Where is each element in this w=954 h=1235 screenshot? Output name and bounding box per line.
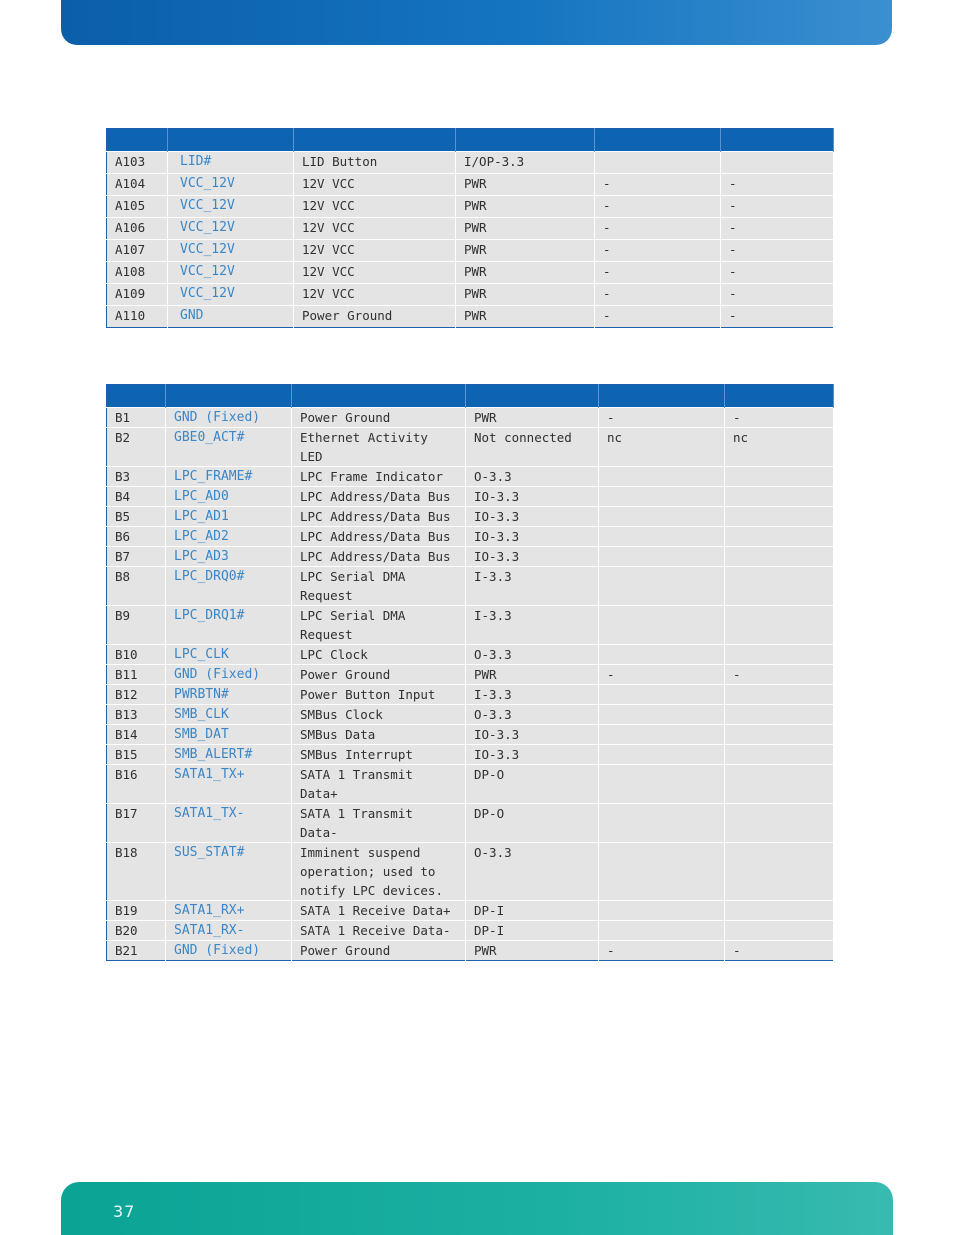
header-cell — [466, 385, 599, 408]
table-row — [107, 745, 834, 765]
pin-cell: B19 — [107, 901, 166, 921]
comment-cell — [721, 152, 834, 174]
signal-cell: LPC_DRQ0# — [166, 567, 292, 606]
signal-cell: VCC_12V — [168, 262, 294, 284]
pin-cell: B4 — [107, 487, 166, 507]
signal-cell: SATA1_RX- — [166, 921, 292, 941]
pin-cell: B18 — [107, 843, 166, 901]
table-row — [107, 941, 834, 961]
pin-cell: B11 — [107, 665, 166, 685]
description-cell: LPC Address/Data Bus — [292, 547, 466, 567]
pin-cell: B21 — [107, 941, 166, 961]
pu-pd-cell — [599, 745, 725, 765]
signal-cell: SUS_STAT# — [166, 843, 292, 901]
comment-cell: - — [721, 262, 834, 284]
signal-cell: VCC_12V — [168, 174, 294, 196]
table-row — [107, 467, 834, 487]
description-cell: Power Ground — [292, 665, 466, 685]
comment-cell: - — [721, 196, 834, 218]
type-cell: Not connected — [466, 428, 599, 467]
type-cell: I-3.3 — [466, 606, 599, 645]
header-cell — [456, 129, 595, 152]
table-row — [107, 306, 834, 328]
type-cell: PWR — [456, 306, 595, 328]
pin-cell: A107 — [107, 240, 168, 262]
header-cell — [294, 129, 456, 152]
signal-cell: GND (Fixed) — [166, 665, 292, 685]
table-row — [107, 196, 834, 218]
pin-cell: A108 — [107, 262, 168, 284]
description-cell: Ethernet Activity LED — [292, 428, 466, 467]
pin-cell: A105 — [107, 196, 168, 218]
type-cell: I/OP-3.3 — [456, 152, 595, 174]
description-cell: Power Ground — [292, 408, 466, 428]
description-cell: LPC Address/Data Bus — [292, 487, 466, 507]
table-row — [107, 174, 834, 196]
type-cell: DP-I — [466, 901, 599, 921]
type-cell: O-3.3 — [466, 467, 599, 487]
table-row — [107, 606, 834, 645]
signal-cell: LPC_AD2 — [166, 527, 292, 547]
pin-cell: B12 — [107, 685, 166, 705]
signal-cell: GBE0_ACT# — [166, 428, 292, 467]
pin-cell: B14 — [107, 725, 166, 745]
description-cell: LPC Address/Data Bus — [292, 507, 466, 527]
comment-cell — [725, 606, 834, 645]
description-cell: Imminent suspend operation; used to notify LPC devices. — [292, 843, 466, 901]
type-cell: O-3.3 — [466, 645, 599, 665]
signal-cell: LPC_AD3 — [166, 547, 292, 567]
description-cell: 12V VCC — [294, 240, 456, 262]
pu-pd-cell — [599, 507, 725, 527]
signal-cell: LPC_CLK — [166, 645, 292, 665]
pin-cell: B8 — [107, 567, 166, 606]
header-cell — [725, 385, 834, 408]
table-row — [107, 547, 834, 567]
type-cell: PWR — [466, 665, 599, 685]
table-row — [107, 240, 834, 262]
type-cell: PWR — [456, 174, 595, 196]
pu-pd-cell — [599, 567, 725, 606]
description-cell: 12V VCC — [294, 196, 456, 218]
description-cell: 12V VCC — [294, 218, 456, 240]
signal-cell: SATA1_TX- — [166, 804, 292, 843]
description-cell: 12V VCC — [294, 284, 456, 306]
pin-cell: B15 — [107, 745, 166, 765]
pin-cell: B10 — [107, 645, 166, 665]
comment-cell: - — [721, 284, 834, 306]
comment-cell — [725, 567, 834, 606]
description-cell: LPC Serial DMA Request — [292, 567, 466, 606]
pu-pd-cell: - — [595, 174, 721, 196]
table-row — [107, 152, 834, 174]
pu-pd-cell — [599, 467, 725, 487]
table-row — [107, 428, 834, 467]
pin-table-b-body — [107, 408, 834, 961]
type-cell: I-3.3 — [466, 567, 599, 606]
pin-cell: B9 — [107, 606, 166, 645]
table-row — [107, 765, 834, 804]
header-cell — [599, 385, 725, 408]
comment-cell — [725, 645, 834, 665]
pu-pd-cell — [599, 606, 725, 645]
header-cell — [292, 385, 466, 408]
table-row — [107, 408, 834, 428]
comment-cell — [725, 921, 834, 941]
header-cell — [107, 385, 166, 408]
description-cell: Power Ground — [292, 941, 466, 961]
signal-cell: SMB_CLK — [166, 705, 292, 725]
pin-table-b — [106, 384, 834, 961]
pu-pd-cell: - — [595, 218, 721, 240]
table-row — [107, 804, 834, 843]
description-cell: SMBus Clock — [292, 705, 466, 725]
header-cell — [107, 129, 168, 152]
comment-cell — [725, 487, 834, 507]
table-row — [107, 665, 834, 685]
signal-cell: SATA1_RX+ — [166, 901, 292, 921]
pu-pd-cell — [599, 685, 725, 705]
pu-pd-cell: nc — [599, 428, 725, 467]
comment-cell — [725, 901, 834, 921]
comment-cell: - — [721, 240, 834, 262]
pin-cell: A103 — [107, 152, 168, 174]
table-row — [107, 527, 834, 547]
pin-cell: B16 — [107, 765, 166, 804]
pu-pd-cell: - — [595, 196, 721, 218]
description-cell: LPC Clock — [292, 645, 466, 665]
table-row — [107, 685, 834, 705]
table-header-row — [107, 129, 834, 152]
pu-pd-cell: - — [599, 941, 725, 961]
pin-cell: A110 — [107, 306, 168, 328]
table-header-row — [107, 385, 834, 408]
pu-pd-cell: - — [595, 306, 721, 328]
type-cell: DP-I — [466, 921, 599, 941]
type-cell: DP-O — [466, 804, 599, 843]
description-cell: LPC Address/Data Bus — [292, 527, 466, 547]
header-cell — [721, 129, 834, 152]
pin-cell: B7 — [107, 547, 166, 567]
pin-cell: B3 — [107, 467, 166, 487]
table-row — [107, 645, 834, 665]
pin-cell: B1 — [107, 408, 166, 428]
pu-pd-cell — [599, 804, 725, 843]
type-cell: DP-O — [466, 765, 599, 804]
table-row — [107, 705, 834, 725]
pu-pd-cell: - — [599, 408, 725, 428]
pin-cell: B17 — [107, 804, 166, 843]
type-cell: PWR — [456, 196, 595, 218]
comment-cell — [725, 467, 834, 487]
description-cell: SATA 1 Transmit Data+ — [292, 765, 466, 804]
pu-pd-cell: - — [595, 284, 721, 306]
signal-cell: VCC_12V — [168, 196, 294, 218]
signal-cell: GND (Fixed) — [166, 408, 292, 428]
pu-pd-cell — [595, 152, 721, 174]
page-number: 37 — [113, 1202, 136, 1221]
signal-cell: VCC_12V — [168, 218, 294, 240]
pin-cell: B13 — [107, 705, 166, 725]
table-row — [107, 284, 834, 306]
comment-cell — [725, 527, 834, 547]
signal-cell: LID# — [168, 152, 294, 174]
comment-cell: - — [725, 665, 834, 685]
type-cell: O-3.3 — [466, 705, 599, 725]
type-cell: PWR — [456, 240, 595, 262]
type-cell: IO-3.3 — [466, 507, 599, 527]
type-cell: PWR — [456, 262, 595, 284]
pu-pd-cell — [599, 705, 725, 725]
pin-table-a-body — [107, 152, 834, 328]
pin-cell: B5 — [107, 507, 166, 527]
type-cell: I-3.3 — [466, 685, 599, 705]
comment-cell — [725, 725, 834, 745]
pin-cell: B2 — [107, 428, 166, 467]
type-cell: IO-3.3 — [466, 547, 599, 567]
pu-pd-cell: - — [599, 665, 725, 685]
pin-cell: A104 — [107, 174, 168, 196]
pu-pd-cell — [599, 645, 725, 665]
pin-table-a — [106, 128, 834, 328]
pu-pd-cell: - — [595, 240, 721, 262]
pu-pd-cell — [599, 547, 725, 567]
comment-cell — [725, 745, 834, 765]
type-cell: PWR — [456, 218, 595, 240]
signal-cell: SMB_DAT — [166, 725, 292, 745]
comment-cell: nc — [725, 428, 834, 467]
pu-pd-cell — [599, 527, 725, 547]
description-cell: SATA 1 Transmit Data- — [292, 804, 466, 843]
signal-cell: LPC_AD0 — [166, 487, 292, 507]
signal-cell: VCC_12V — [168, 240, 294, 262]
comment-cell: - — [725, 941, 834, 961]
header-banner — [61, 0, 892, 45]
type-cell: IO-3.3 — [466, 487, 599, 507]
comment-cell: - — [725, 408, 834, 428]
pu-pd-cell — [599, 725, 725, 745]
signal-cell: GND (Fixed) — [166, 941, 292, 961]
description-cell: LID Button — [294, 152, 456, 174]
pin-cell: B20 — [107, 921, 166, 941]
signal-cell: LPC_DRQ1# — [166, 606, 292, 645]
comment-cell — [725, 685, 834, 705]
table-row — [107, 725, 834, 745]
table-row — [107, 218, 834, 240]
pin-cell: A106 — [107, 218, 168, 240]
table-row — [107, 507, 834, 527]
signal-cell: VCC_12V — [168, 284, 294, 306]
table-row — [107, 921, 834, 941]
signal-cell: GND — [168, 306, 294, 328]
table-row — [107, 262, 834, 284]
description-cell: 12V VCC — [294, 174, 456, 196]
pu-pd-cell — [599, 921, 725, 941]
comment-cell — [725, 547, 834, 567]
comment-cell — [725, 705, 834, 725]
comment-cell: - — [721, 174, 834, 196]
signal-cell: SATA1_TX+ — [166, 765, 292, 804]
signal-cell: LPC_AD1 — [166, 507, 292, 527]
signal-cell: SMB_ALERT# — [166, 745, 292, 765]
pu-pd-cell — [599, 843, 725, 901]
comment-cell: - — [721, 218, 834, 240]
table-row — [107, 567, 834, 606]
description-cell: 12V VCC — [294, 262, 456, 284]
header-cell — [166, 385, 292, 408]
description-cell: LPC Serial DMA Request — [292, 606, 466, 645]
description-cell: SMBus Interrupt — [292, 745, 466, 765]
pu-pd-cell — [599, 901, 725, 921]
description-cell: Power Ground — [294, 306, 456, 328]
footer-banner — [61, 1182, 893, 1235]
pu-pd-cell: - — [595, 262, 721, 284]
signal-cell: LPC_FRAME# — [166, 467, 292, 487]
description-cell: SMBus Data — [292, 725, 466, 745]
header-cell — [595, 129, 721, 152]
comment-cell — [725, 804, 834, 843]
pin-cell: B6 — [107, 527, 166, 547]
comment-cell — [725, 843, 834, 901]
pu-pd-cell — [599, 765, 725, 804]
pu-pd-cell — [599, 487, 725, 507]
type-cell: IO-3.3 — [466, 745, 599, 765]
description-cell: SATA 1 Receive Data+ — [292, 901, 466, 921]
description-cell: SATA 1 Receive Data- — [292, 921, 466, 941]
type-cell: IO-3.3 — [466, 527, 599, 547]
comment-cell — [725, 765, 834, 804]
table-row — [107, 901, 834, 921]
table-row — [107, 487, 834, 507]
type-cell: PWR — [466, 408, 599, 428]
type-cell: PWR — [466, 941, 599, 961]
type-cell: PWR — [456, 284, 595, 306]
header-cell — [168, 129, 294, 152]
pin-cell: A109 — [107, 284, 168, 306]
type-cell: IO-3.3 — [466, 725, 599, 745]
type-cell: O-3.3 — [466, 843, 599, 901]
table-row — [107, 843, 834, 901]
description-cell: LPC Frame Indicator — [292, 467, 466, 487]
comment-cell — [725, 507, 834, 527]
description-cell: Power Button Input — [292, 685, 466, 705]
signal-cell: PWRBTN# — [166, 685, 292, 705]
comment-cell: - — [721, 306, 834, 328]
